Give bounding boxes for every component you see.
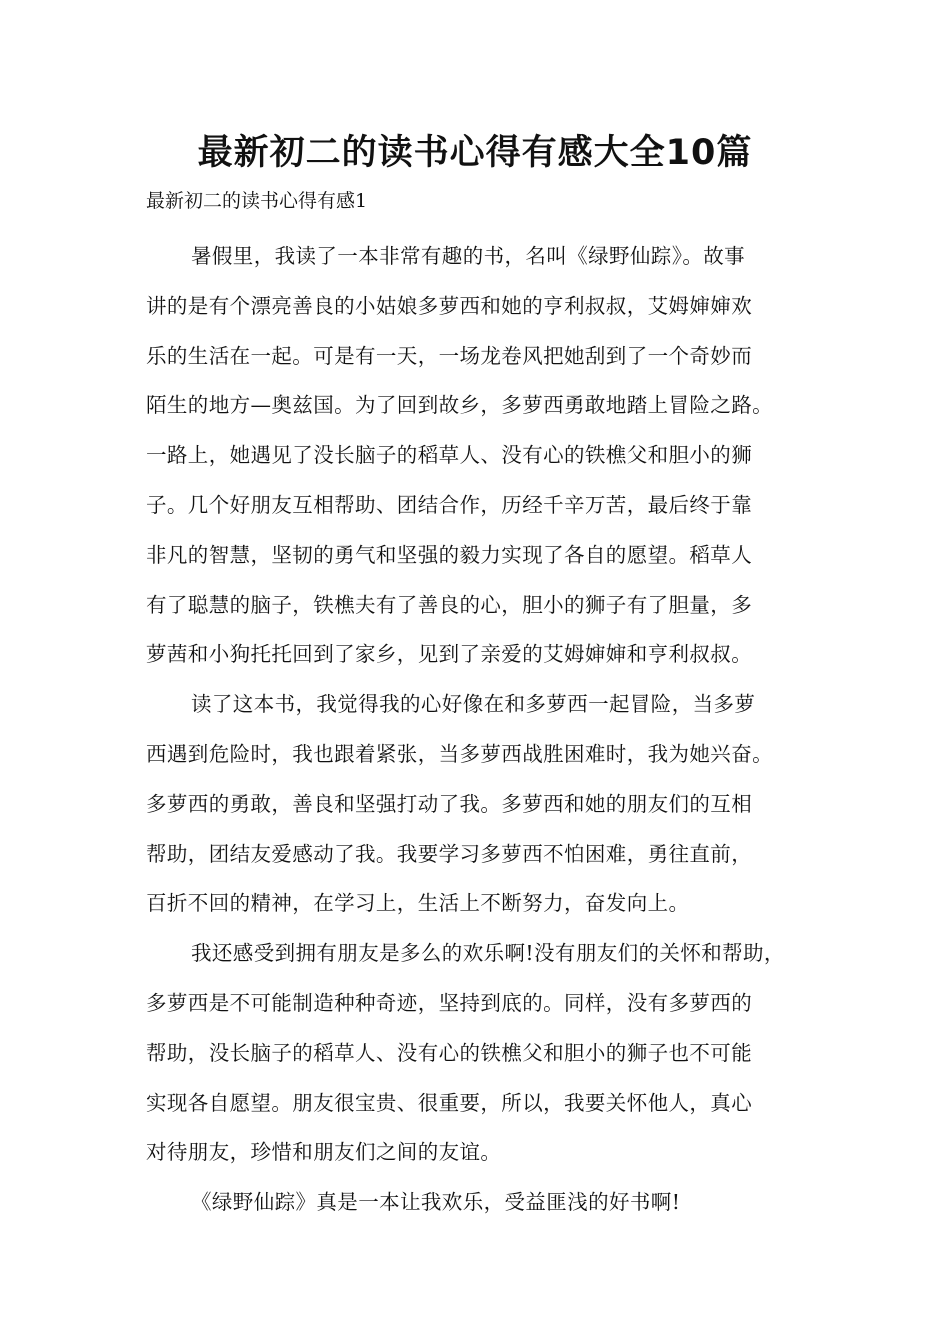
paragraph-line: 百折不回的精神，在学习上，生活上不断努力，奋发向上。	[146, 891, 690, 916]
paragraph-3	[146, 929, 816, 1178]
paragraph-line: 暑假里，我读了一本非常有趣的书，名叫《绿野仙踪》。故事	[191, 244, 746, 268]
paragraph-line: 对待朋友，珍惜和朋友们之间的友谊。	[146, 1140, 502, 1165]
paragraph-line: 读了这本书，我觉得我的心好像在和多萝西一起冒险，当多萝	[191, 692, 756, 717]
paragraph-line: 实现各自愿望。朋友很宝贵、很重要，所以，我要关怀他人，真心	[146, 1090, 753, 1115]
paragraph-line: 子。几个好朋友互相帮助、团结合作，历经千辛万苦，最后终于靠	[146, 492, 753, 517]
paragraph-line: 一路上，她遇见了没长脑子的稻草人、没有心的铁樵父和胆小的狮	[146, 443, 753, 468]
document-body	[146, 232, 816, 1228]
paragraph-line: 《绿野仙踪》真是一本让我欢乐，受益匪浅的好书啊!	[191, 1190, 681, 1215]
document-title: 最新初二的读书心得有感大全10篇	[197, 133, 753, 173]
section-heading: 最新初二的读书心得有感1	[146, 190, 368, 212]
paragraph-2	[146, 680, 816, 929]
paragraph-4	[146, 1178, 816, 1228]
paragraph-line: 帮助，团结友爱感动了我。我要学习多萝西不怕困难，勇往直前，	[146, 841, 753, 866]
paragraph-line: 帮助，没长脑子的稻草人、没有心的铁樵父和胆小的狮子也不可能	[146, 1040, 753, 1065]
paragraph-line: 多萝西的勇敢，善良和坚强打动了我。多萝西和她的朋友们的互相	[146, 791, 753, 816]
paragraph-line: 乐的生活在一起。可是有一天，一场龙卷风把她刮到了一个奇妙而	[146, 343, 753, 368]
paragraph-line: 我还感受到拥有朋友是多么的欢乐啊!没有朋友们的关怀和帮助，	[191, 941, 785, 966]
paragraph-line: 非凡的智慧，坚韧的勇气和坚强的毅力实现了各自的愿望。稻草人	[146, 542, 753, 567]
paragraph-line: 西遇到危险时，我也跟着紧张，当多萝西战胜困难时，我为她兴奋。	[146, 741, 773, 766]
paragraph-line: 有了聪慧的脑子，铁樵夫有了善良的心，胆小的狮子有了胆量，多	[146, 592, 753, 617]
paragraph-line: 陌生的地方—奥兹国。为了回到故乡，多萝西勇敢地踏上冒险之路。	[146, 393, 773, 418]
paragraph-1	[146, 232, 816, 680]
paragraph-line: 多萝西是不可能制造种种奇迹，坚持到底的。同样，没有多萝西的	[146, 990, 753, 1015]
paragraph-line: 讲的是有个漂亮善良的小姑娘多萝西和她的亨利叔叔，艾姆婶婶欢	[146, 293, 753, 318]
paragraph-line: 萝茜和小狗托托回到了家乡，见到了亲爱的艾姆婶婶和亨利叔叔。	[146, 642, 753, 667]
